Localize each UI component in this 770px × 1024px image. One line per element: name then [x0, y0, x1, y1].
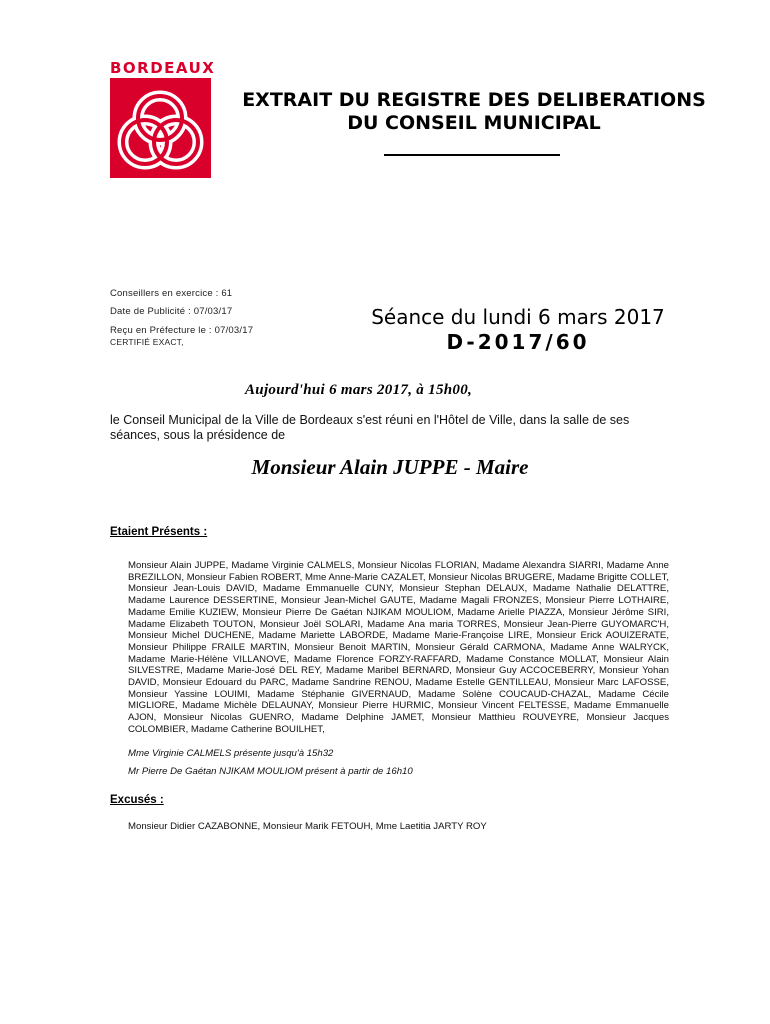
excuses-heading: Excusés :: [110, 794, 164, 806]
intro-paragraph: le Conseil Municipal de la Ville de Bordeaux s'est réuni en l'Hôtel de Ville, dans la salle de ses séances, sous la présidence de: [110, 413, 630, 442]
presence-note-2: Mr Pierre De Gaétan NJIKAM MOULIOM présent à partir de 16h10: [128, 766, 413, 777]
logo-text: BORDEAUX: [110, 59, 216, 77]
presiding-mayor: Monsieur Alain JUPPE - Maire: [251, 455, 529, 479]
document-title-line2: DU CONSEIL MUNICIPAL: [347, 112, 601, 134]
conseillers-en-exercice: Conseillers en exercice : 61: [110, 288, 233, 299]
logo-emblem: [110, 78, 211, 178]
triquetra-icon: [110, 78, 211, 178]
presents-heading: Etaient Présents :: [110, 526, 208, 538]
presents-list: Monsieur Alain JUPPE, Madame Virginie CALMELS, Monsieur Nicolas FLORIAN, Madame Alexandra SIARRI, Madame Anne BREZILLON, Monsieur Fabien ROBERT, Mme Anne-Marie CAZALET, Monsieur Nicolas BRUGERE, Madame Brigitte COLLET, Monsieur Jean-Louis DAVID, Madame Emmanuelle CUNY, Monsieur Stephan DELAUX, Madame Nathalie DELATTRE, Madame Laurence DESSERTINE, Monsieur Jean-Michel GAUTE, Madame Magali FRONZES, Monsieur Pierre LOTHAIRE, Madame Emilie KUZIEW, Monsieur Pierre De Gaétan NJIKAM MOULIOM, Madame Arielle PIAZZA, Monsieur Jérôme SIRI, Madame Elizabeth TOUTON, Monsieur Joël SOLARI, Madame Ana maria TORRES, Monsieur Jean-Pierre GUYOMARC'H, Monsieur Michel DUCHENE, Madame Mariette LABORDE, Madame Marie-Françoise LIRE, Monsieur Erick AOUIZERATE, Monsieur Philippe FRAILE MARTIN, Monsieur Benoit MARTIN, Monsieur Gérald CARMONA, Madame Anne WALRYCK, Madame Marie-Hélène VILLANOVE, Madame Florence FORZY-RAFFARD, Madame Constance MOLLAT, Monsieur Alain SILVESTRE, Madame Marie-José DEL REY, Madame Maribel BERNARD, Monsieur Guy ACCOCEBERRY, Monsieur Yohan DAVID, Monsieur Edouard du PARC, Madame Sandrine RENOU, Madame Estelle GENTILLEAU, Monsieur Marc LAFOSSE, Monsieur Yassine LOUIMI, Madame Stéphanie GIVERNAUD, Madame Solène COUCAUD-CHAZAL, Madame Cécile MIGLIORE, Madame Michèle DELAUNAY, Monsieur Pierre HURMIC, Monsieur Vincent FELTESSE, Madame Emmanuelle AJON, Monsieur Nicolas GUENRO, Madame Delphine JAMET, Monsieur Matthieu ROUVEYRE, Monsieur Jacques COLOMBIER, Madame Catherine BOUILHET,: [128, 560, 669, 735]
meeting-datetime: Aujourd'hui 6 mars 2017, à 15h00,: [245, 382, 473, 398]
excuses-list: Monsieur Didier CAZABONNE, Monsieur Marik FETOUH, Mme Laetitia JARTY ROY: [128, 821, 487, 832]
title-underline: [384, 154, 560, 156]
presence-note-1: Mme Virginie CALMELS présente jusqu'à 15h32: [128, 748, 334, 759]
logo-banner: [110, 58, 216, 78]
date-publicite: Date de Publicité : 07/03/17: [110, 306, 233, 317]
deliberation-number: D-2017/60: [446, 330, 590, 354]
seance-date: Séance du lundi 6 mars 2017: [371, 305, 665, 329]
recu-prefecture: Reçu en Préfecture le : 07/03/17: [110, 325, 254, 336]
certifie-exact: CERTIFIÉ EXACT,: [110, 337, 184, 347]
document-title-line1: EXTRAIT DU REGISTRE DES DELIBERATIONS: [242, 89, 706, 111]
bordeaux-logo: [110, 58, 216, 178]
